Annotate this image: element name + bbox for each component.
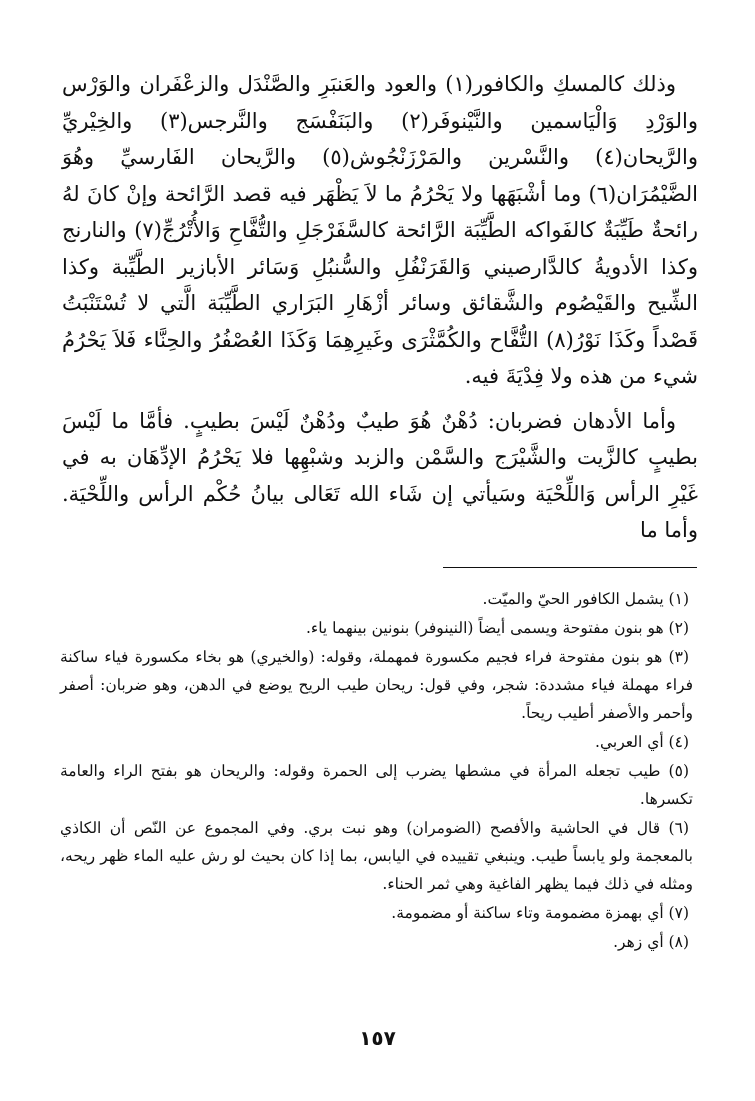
- footnotes: [60, 585, 697, 957]
- footnote: (٨) أي زهر.: [613, 933, 689, 951]
- footnote: (٤) أي العربي.: [595, 733, 689, 751]
- footnote: (٦) قال في الحاشية والأفصح (الضومران) وهو نبت بري. وفي المجموع عن النّص أن الكاذي بالمعجمة ولو يابساً طيب. وينبغي تقييده في اليابس، بما إذا كان بحيث لو رش عليه الماء ظهر ريحه، ومثله في ذلك فيما يظهر الفاغية وهي ثمر الحناء.: [60, 819, 693, 893]
- page-number: ١٥٧: [359, 1026, 396, 1050]
- footnote: (٥) طيب تجعله المرأة في مشطها يضرب إلى الحمرة وقوله: والريحان هو بفتح الراء والعامة تكسرها.: [60, 762, 693, 808]
- main-paragraph: وأما الأدهان فضربان: دُهْنٌ هُوَ طيبٌ ودُهْنٌ لَيْسَ بطيبٍ. فأمَّا ما لَيْسَ بطيبٍ كالزَّيت والشَّيْرَج والسَّمْن والزبد وشبْهِها فلا يَحْرُمُ الإدِّهَان به في غَيْرِ الرأس وَاللِّحْيَة وسَيأتي إن شَاء الله تَعَالى بيانُ حُكْم الرأس واللِّحْيَة. وأما ما: [62, 408, 698, 542]
- footnote-divider: [443, 567, 697, 568]
- main-text: [62, 66, 698, 549]
- footnote: (١) يشمل الكافور الحيّ والميّت.: [482, 590, 689, 608]
- footnote: (٧) أي بهمزة مضمومة وتاء ساكنة أو مضمومة.: [391, 904, 689, 922]
- footnote: (٣) هو بنون مفتوحة فراء فجيم مكسورة فمهملة، وقوله: (والخيري) هو بخاء مكسورة فياء ساكنة فراء مهملة فياء مشددة: شجر، وفي قول: ريحان طيب الريح يوضع في الدهن، وهو ضربان: أصفر وأحمر والأصفر أطيب ريحاً.: [60, 648, 693, 722]
- main-paragraph: وذلك كالمسكِ والكافور(١) والعود والعَنبَرِ والصَّنْدَل والزعْفَران والوَرْس والوَرْدِ وَالْيَاسمين والنَّيْنوفَر(٢) والبَنَفْسَج والنَّرجس(٣) والخِيْريِّ والرَّيحان(٤) والنَّسْرين والمَرْزَنْجُوش(٥) والرَّيحان الفَارسيِّ وهُوَ الضَّيْمُرَان(٦) وما أشْبَهَها ولا يَحْرُمُ ما لاَ يَظْهَر فيه قصد الرَّائحة وإنْ كانَ لهُ رائحةٌ طَيِّبَةٌ كالفَواكه الطَّيِّبَة الرَّائحة كالسَّفَرْجَلِ والتُّفَّاحِ وَالأُتْرُجِّ(٧) والنارنج وكذا الأدويةُ كالدَّارصيني وَالقَرَنْفُلِ والسُّنبُلِ وَسَائر الأبازير الطَّيِّبة وكذا الشِّيح والقَيْصُوم والشَّقائق وسائر أزْهَارِ البَرَاري الطَّيِّبَة الَّتي لا تُسْتَنْبَتُ قَصْداً وكَذَا نَوْرُ(٨) التُّفَّاح والكُمَّثْرَى وغَيرِهِمَا وَكَذَا العُصْفُرُ والحِنَّاء فَلاَ يَحْرُمُ شيء من هذه ولا فِدْيَةَ فيه.: [62, 72, 698, 388]
- footnote: (٢) هو بنون مفتوحة ويسمى أيضاً (النينوفر) بنونين بينهما ياء.: [305, 619, 689, 637]
